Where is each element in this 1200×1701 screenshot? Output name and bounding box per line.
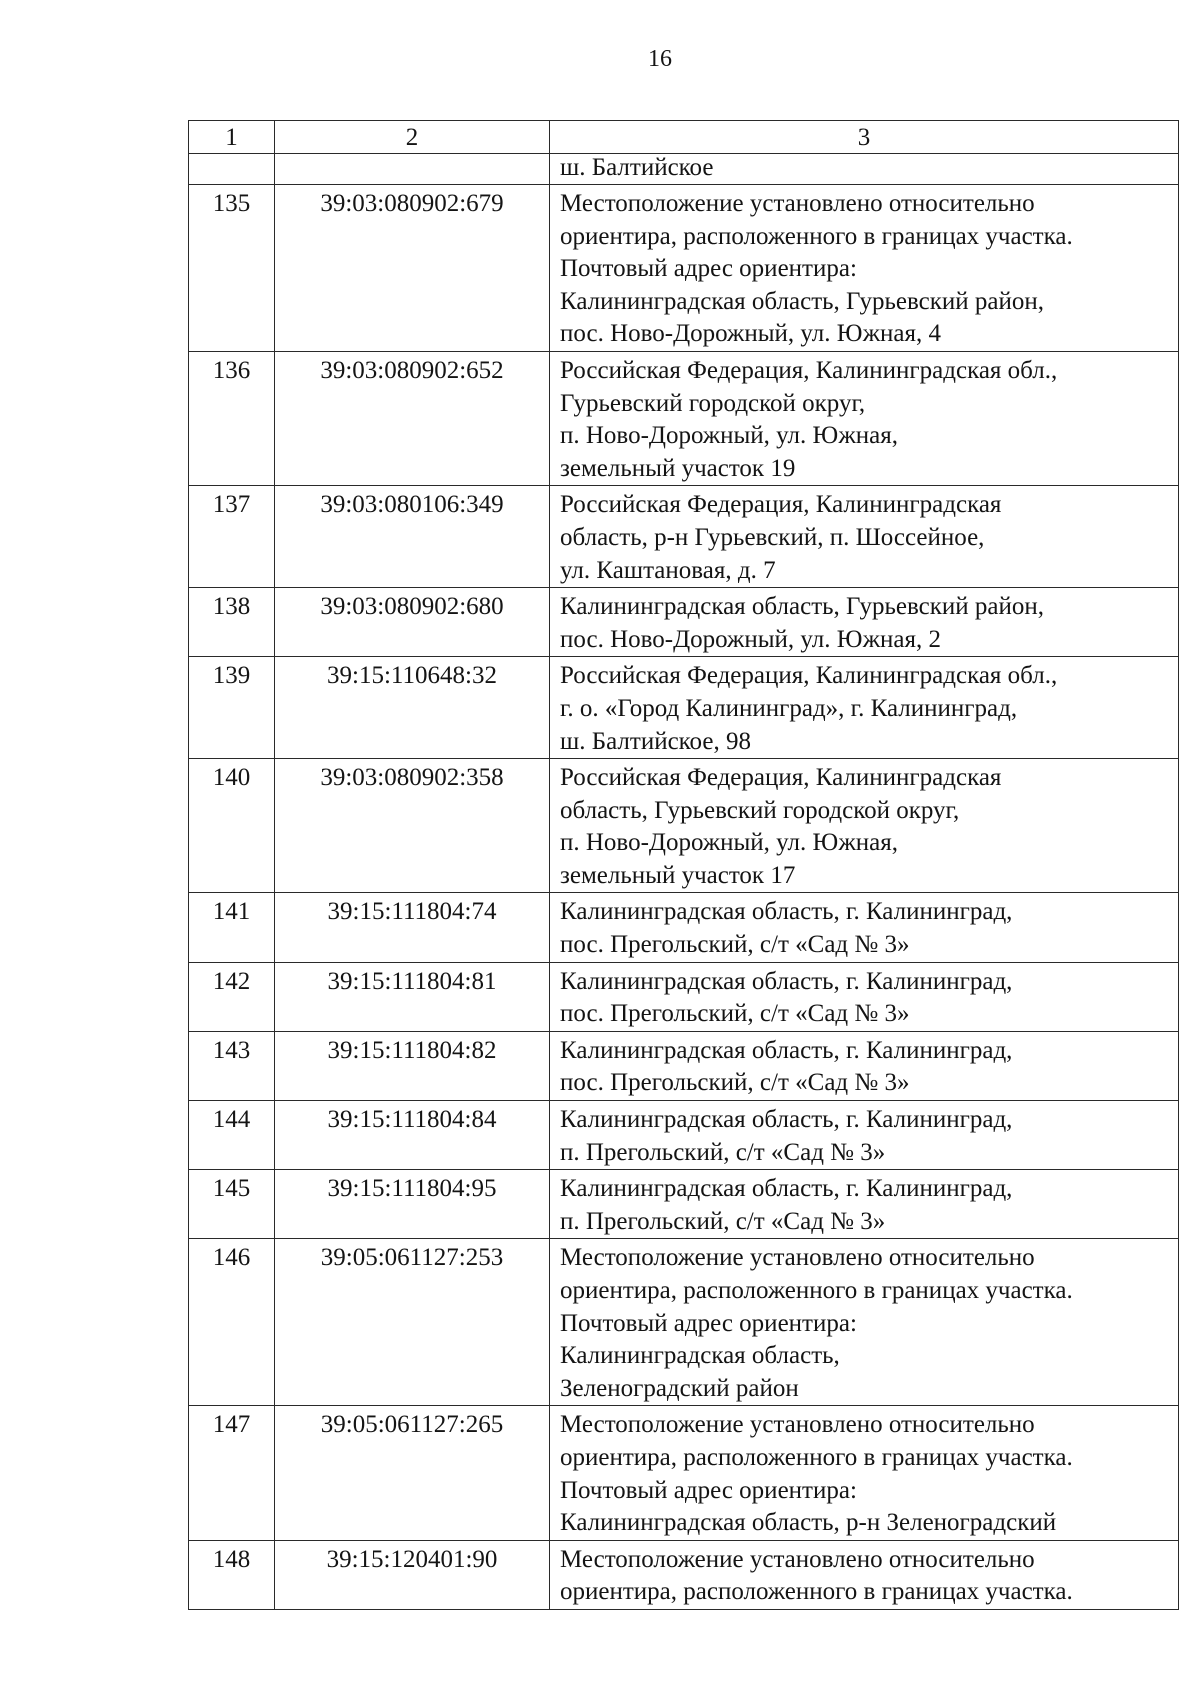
address-line: пос. Прегольский, с/т «Сад № 3» (560, 931, 910, 959)
address-line: Калининградская область, р-н Зеленоградский (560, 1509, 1057, 1537)
table-row (189, 486, 1179, 588)
address-line: пос. Ново-Дорожный, ул. Южная, 4 (560, 320, 941, 348)
row-number-cell: 143 (189, 1031, 275, 1100)
address-line: п. Прегольский, с/т «Сад № 3» (560, 1138, 886, 1166)
cadastral-number-cell: 39:15:111804:84 (275, 1101, 550, 1170)
row-number-cell: 142 (189, 962, 275, 1031)
address-line: п. Ново-Дорожный, ул. Южная, (560, 829, 899, 857)
address-line: ориентира, расположенного в границах участка. (560, 1443, 1073, 1471)
row-number-cell: 139 (189, 657, 275, 759)
address-line: Почтовый адрес ориентира: (560, 1309, 857, 1337)
cadastral-number-cell: 39:15:111804:95 (275, 1170, 550, 1239)
table-row (189, 657, 1179, 759)
table-row (189, 1101, 1179, 1170)
address-cell (550, 588, 1179, 657)
row-number-cell: 135 (189, 185, 275, 352)
address-line: область, р-н Гурьевский, п. Шоссейное, (560, 523, 985, 551)
address-cell (550, 759, 1179, 893)
cadastral-number-cell: 39:03:080106:349 (275, 486, 550, 588)
table-row (189, 1406, 1179, 1540)
row-number-cell: 136 (189, 351, 275, 485)
address-line: ул. Каштановая, д. 7 (560, 556, 776, 584)
address-line: область, Гурьевский городской округ, (560, 796, 960, 824)
address-line: ориентира, расположенного в границах участка. (560, 222, 1073, 250)
table-body (189, 121, 1179, 1610)
cadastral-number-cell: 39:03:080902:652 (275, 351, 550, 485)
address-line: ш. Балтийское, 98 (560, 727, 751, 755)
row-number-cell: 138 (189, 588, 275, 657)
address-cell (550, 962, 1179, 1031)
row-number-cell: 147 (189, 1406, 275, 1540)
address-line: Зеленоградский район (560, 1374, 799, 1402)
address-line: Калининградская область, г. Калининград, (560, 1175, 1013, 1203)
address-cell (550, 351, 1179, 485)
address-cell (550, 1031, 1179, 1100)
cadastral-number-cell: 39:03:080902:358 (275, 759, 550, 893)
row-number-cell: 141 (189, 893, 275, 962)
address-line: Почтовый адрес ориентира: (560, 255, 857, 283)
header-col-1: 1 (189, 121, 275, 154)
cadastral-number-cell: 39:05:061127:253 (275, 1239, 550, 1406)
address-cell (550, 486, 1179, 588)
address-cell (550, 1540, 1179, 1609)
cadastral-number-cell: 39:15:111804:74 (275, 893, 550, 962)
table-row (189, 759, 1179, 893)
row-number-cell: 144 (189, 1101, 275, 1170)
address-line: Калининградская область, г. Калининград, (560, 1106, 1013, 1134)
address-line: земельный участок 19 (560, 454, 796, 482)
address-line: Российская Федерация, Калининградская обл., (560, 662, 1058, 690)
address-line: Почтовый адрес ориентира: (560, 1476, 857, 1504)
table-row (189, 185, 1179, 352)
address-line: пос. Ново-Дорожный, ул. Южная, 2 (560, 625, 941, 653)
address-cell (550, 1406, 1179, 1540)
address-line: Местоположение установлено относительно (560, 1411, 1035, 1439)
cadastral-number-cell: 39:15:120401:90 (275, 1540, 550, 1609)
address-line: пос. Прегольский, с/т «Сад № 3» (560, 1069, 910, 1097)
header-col-2: 2 (275, 121, 550, 154)
address-cell (550, 893, 1179, 962)
table-row (189, 588, 1179, 657)
cadastral-number-cell: 39:05:061127:265 (275, 1406, 550, 1540)
address-line: земельный участок 17 (560, 861, 796, 889)
address-line: Местоположение установлено относительно (560, 190, 1035, 217)
continuation-row (189, 154, 1179, 185)
page-number: 16 (648, 46, 672, 72)
continuation-num-cell (189, 154, 275, 185)
continuation-address-cell (550, 154, 1179, 185)
address-cell (550, 1170, 1179, 1239)
table-row (189, 351, 1179, 485)
address-line: ориентира, расположенного в границах участка. (560, 1578, 1073, 1606)
address-line: Калининградская область, г. Калининград, (560, 967, 1013, 995)
address-line: п. Ново-Дорожный, ул. Южная, (560, 422, 899, 450)
cadastral-number-cell: 39:03:080902:680 (275, 588, 550, 657)
address-line: Гурьевский городской округ, (560, 389, 866, 417)
table-row (189, 962, 1179, 1031)
table-row (189, 1170, 1179, 1239)
address-cell (550, 1101, 1179, 1170)
address-line: г. о. «Город Калининград», г. Калининград, (560, 694, 1018, 722)
address-line: Калининградская область, г. Калининград, (560, 898, 1013, 926)
cadastral-number-cell: 39:03:080902:679 (275, 185, 550, 352)
land-plots-table (188, 120, 1179, 1610)
address-cell (550, 657, 1179, 759)
row-number-cell: 146 (189, 1239, 275, 1406)
table-row (189, 1031, 1179, 1100)
row-number-cell: 145 (189, 1170, 275, 1239)
row-number-cell: 148 (189, 1540, 275, 1609)
address-line: Калининградская область, Гурьевский район, (560, 593, 1045, 621)
address-line: Калининградская область, г. Калининград, (560, 1036, 1013, 1064)
cadastral-number-cell: 39:15:111804:82 (275, 1031, 550, 1100)
header-col-3: 3 (550, 121, 1179, 154)
address-line: Российская Федерация, Калининградская (560, 491, 1002, 519)
continuation-cadastral-cell (275, 154, 550, 185)
address-line: Местоположение установлено относительно (560, 1244, 1035, 1272)
table-row (189, 1239, 1179, 1406)
address-line: Российская Федерация, Калининградская обл., (560, 356, 1058, 384)
cadastral-number-cell: 39:15:110648:32 (275, 657, 550, 759)
address-line: ориентира, расположенного в границах участка. (560, 1277, 1073, 1304)
address-cell (550, 1239, 1179, 1406)
row-number-cell: 137 (189, 486, 275, 588)
address-line: Российская Федерация, Калининградская (560, 764, 1002, 792)
address-line: Калининградская область, Гурьевский район, (560, 287, 1045, 315)
cadastral-number-cell: 39:15:111804:81 (275, 962, 550, 1031)
address-line: пос. Прегольский, с/т «Сад № 3» (560, 1000, 910, 1028)
table-header-row (189, 121, 1179, 154)
table-row (189, 1540, 1179, 1609)
address-cell (550, 185, 1179, 352)
address-line: п. Прегольский, с/т «Сад № 3» (560, 1207, 886, 1235)
address-line: ш. Балтийское (560, 154, 714, 181)
address-line: Калининградская область, (560, 1342, 840, 1370)
address-line: Местоположение установлено относительно (560, 1545, 1035, 1573)
table-row (189, 893, 1179, 962)
row-number-cell: 140 (189, 759, 275, 893)
